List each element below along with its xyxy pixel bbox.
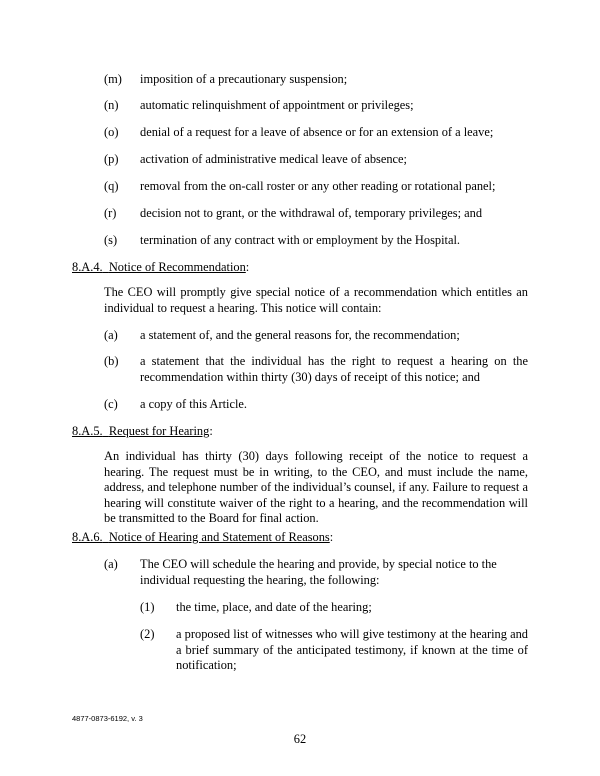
list-item-text: decision not to grant, or the withdrawal of, temporary privileges; and: [140, 206, 483, 220]
list-item-label: (o): [104, 125, 119, 139]
list-item-label: (c): [104, 397, 118, 411]
document-id: 4877-0873-6192, v. 3: [72, 714, 143, 723]
section-number: 8.A.6.: [72, 530, 103, 544]
page-number: 62: [293, 732, 307, 746]
list-item-text: imposition of a precautionary suspension;: [140, 72, 348, 86]
sublist-item-label: (1): [140, 600, 155, 614]
section-intro-paragraph: The CEO will promptly give special notice of a recommendation which entitles an individual to request a hearing. This notice will contain:: [104, 285, 528, 315]
section-heading-8a4: 8.A.4. Notice of Recommendation:: [72, 260, 250, 274]
list-item-label: (q): [104, 179, 119, 193]
list-item-text: denial of a request for a leave of absence or for an extension of a leave;: [140, 125, 494, 139]
list-item-label: (p): [104, 152, 119, 166]
section-title: Request for Hearing: [108, 424, 210, 438]
list-item-text: activation of administrative medical leave of absence;: [140, 152, 407, 166]
list-item-text: a statement that the individual has the right to request a hearing on the recommendation within thirty (30) days of receipt of this notice; and: [140, 354, 528, 384]
sublist-item-text: the time, place, and date of the hearing;: [176, 600, 372, 614]
list-item-label: (r): [104, 206, 117, 220]
list-item-text: removal from the on-call roster or any other reading or rotational panel;: [140, 179, 496, 193]
section-number: 8.A.4.: [72, 260, 103, 274]
list-item-text: a statement of, and the general reasons for, the recommendation;: [140, 328, 460, 342]
list-item-text: a copy of this Article.: [140, 397, 248, 411]
list-item-label: (s): [104, 233, 118, 247]
list-item-label: (a): [104, 328, 118, 342]
list-item-label: (m): [104, 72, 122, 86]
section-title: Notice of Hearing and Statement of Reasons: [108, 530, 330, 544]
sublist-item-label: (2): [140, 627, 155, 641]
section-heading-8a5: 8.A.5. Request for Hearing:: [72, 424, 213, 438]
list-item-text: termination of any contract with or employment by the Hospital.: [140, 233, 461, 247]
list-item-label: (b): [104, 354, 119, 368]
section-body-paragraph: An individual has thirty (30) days following receipt of the notice to request a hearing. The request must be in writing, to the CEO, and must include the name, address, and telephone number of the individual’s counsel, if any. Failure to request a hearing will constitute waiver of the right to a hearing, and the recommendation will be transmitted to the Board for final action.: [104, 449, 528, 525]
sublist-item-text: a proposed list of witnesses who will give testimony at the hearing and a brief summary of the anticipated testimony, if known at the time of notification;: [176, 627, 528, 672]
section-title: Notice of Recommendation: [108, 260, 246, 274]
list-item-label: (n): [104, 98, 119, 112]
list-item-text: automatic relinquishment of appointment or privileges;: [140, 98, 414, 112]
section-heading-8a6: 8.A.6. Notice of Hearing and Statement of Reasons:: [72, 530, 334, 544]
list-item-label: (a): [104, 557, 118, 571]
list-item-text: The CEO will schedule the hearing and provide, by special notice to the individual requesting the hearing, the following:: [140, 557, 497, 587]
section-number: 8.A.5.: [72, 424, 103, 438]
